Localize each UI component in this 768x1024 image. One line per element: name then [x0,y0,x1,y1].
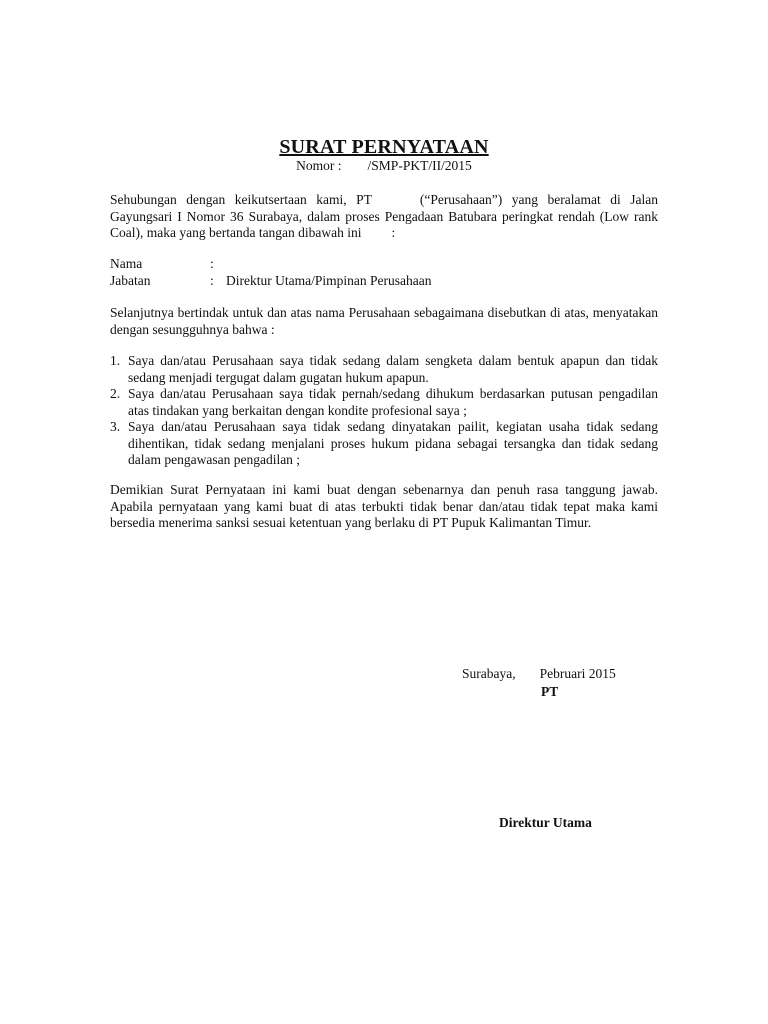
number-value: /SMP-PKT/II/2015 [367,158,472,173]
intro-paragraph [110,192,658,242]
list-item [110,353,658,386]
field-colon-jabatan: : [210,272,214,288]
signature-company: PT [541,684,559,699]
field-row-jabatan [110,273,658,290]
list-item-number: 3. [110,419,121,434]
intro-colon: : [391,225,396,240]
field-row-nama [110,256,658,273]
list-item-text: Saya dan/atau Perusahaan saya tidak pernah/sedang dihukum berdasarkan putusan pengadilan atas tindakan yang berkaitan dengan kondite profesional saya ; [128,386,658,418]
list-item-text: Saya dan/atau Perusahaan saya tidak sedang dinyatakan pailit, kegiatan usaha tidak sedang dihentikan, tidak sedang menjalani proses hukum pidana sebagai tersangka dan tidak sedang dalam pengawasan pengadilan ; [128,419,658,467]
field-label-jabatan: Jabatan [110,272,151,288]
document-number [0,158,768,174]
list-item [110,419,658,469]
identity-fields [110,256,658,289]
field-label-nama: Nama [110,256,143,271]
statement-list [110,353,658,469]
document-title: SURAT PERNYATAAN [279,136,489,158]
field-value-jabatan: Direktur Utama/Pimpinan Perusahaan [226,272,432,288]
number-label: Nomor : [296,158,342,173]
signature-role: Direktur Utama [499,815,592,830]
list-item-number: 1. [110,353,121,368]
field-colon-nama: : [210,256,214,271]
signature-date: Pebruari 2015 [539,666,616,681]
list-item-text: Saya dan/atau Perusahaan saya tidak sedang dalam sengketa dalam bentuk apapun dan tidak sedang menjadi tergugat dalam gugatan hukum apapun. [128,353,658,385]
closing-paragraph: Demikian Surat Pernyataan ini kami buat dengan sebenarnya dan penuh rasa tanggung jawab. Apabila pernyataan yang kami buat di atas terbukti tidak benar dan/atau tidak tepat maka kami bersedia menerima sanksi sesuai ketentuan yang berlaku di PT Pupuk Kalimantan Timur. [110,482,658,530]
statement-intro-paragraph: Selanjutnya bertindak untuk dan atas nama Perusahaan sebagaimana disebutkan di atas, menyatakan dengan sesungguhnya bahwa : [110,305,658,337]
signature-city: Surabaya, [462,666,516,681]
list-item-number: 2. [110,386,121,401]
intro-text-part2: (“Perusahaan”) yang beralamat di Jalan Gayungsari I Nomor 36 Surabaya, dalam proses Pengadaan Batubara peringkat rendah (Low rank Coal), maka yang bertanda tangan dibawah ini [110,192,658,240]
list-item [110,386,658,419]
signature-place-date [462,666,616,682]
intro-text-part1: Sehubungan dengan keikutsertaan kami, PT [110,192,372,207]
